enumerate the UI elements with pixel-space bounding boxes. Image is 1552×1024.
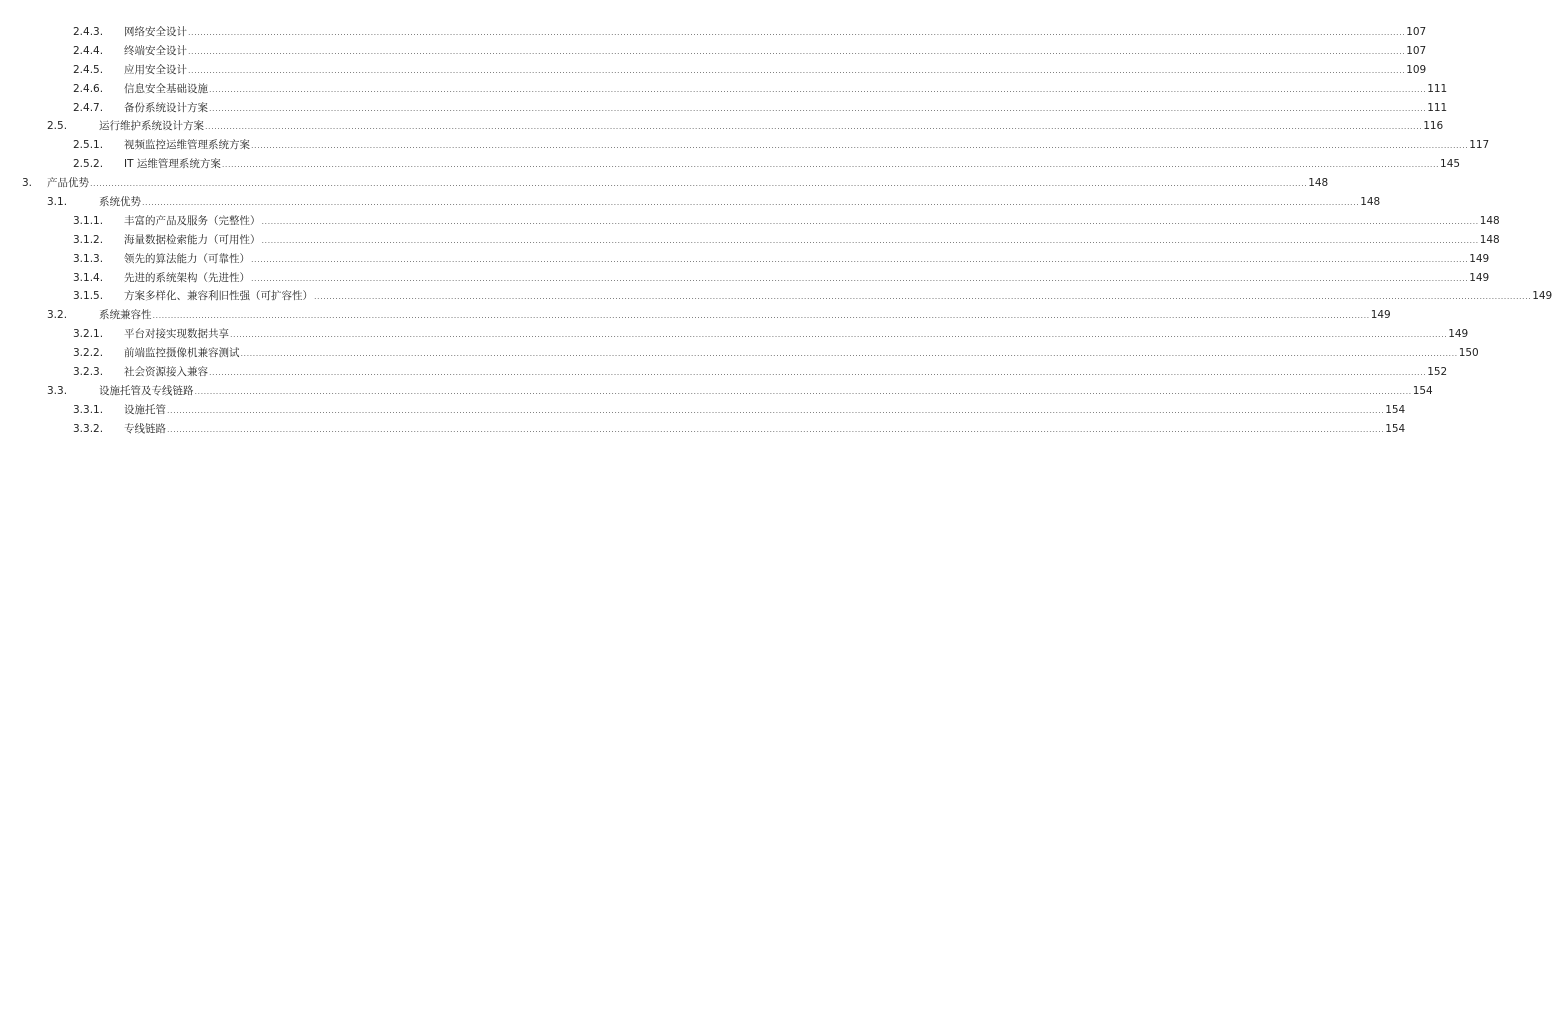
toc-entry-line bbox=[99, 117, 1444, 136]
toc-entry-line bbox=[124, 344, 1479, 363]
toc-entry-page-number: 152 bbox=[1427, 366, 1448, 379]
toc-entry-number: 3. bbox=[22, 177, 33, 190]
toc-entry-line bbox=[124, 61, 1427, 80]
toc-entry-title[interactable]: 信息安全基础设施 bbox=[124, 80, 209, 99]
toc-entry-number: 2.5.2. bbox=[73, 158, 104, 171]
toc-dot-leader: ................................................................................................................................................................................................................................................................................................................................................................................................................ bbox=[261, 216, 1479, 226]
toc-entry-line bbox=[124, 420, 1406, 439]
toc-dot-leader: ................................................................................................................................................................................................................................................................................................................................................................................................................ bbox=[209, 368, 1427, 378]
toc-entry-line bbox=[124, 80, 1448, 99]
toc-entry-title[interactable]: IT 运维管理系统方案 bbox=[124, 155, 222, 174]
toc-entry-line bbox=[124, 23, 1427, 42]
toc-entry-title[interactable]: 专线链路 bbox=[124, 420, 167, 439]
toc-entry-line bbox=[124, 231, 1500, 250]
toc-entry[interactable] bbox=[0, 99, 1448, 118]
toc-entry[interactable] bbox=[0, 174, 1329, 193]
toc-dot-leader: ................................................................................................................................................................................................................................................................................................................................................................................................................ bbox=[142, 198, 1360, 208]
toc-entry-line bbox=[124, 269, 1490, 288]
toc-entry-number: 3.3.1. bbox=[73, 403, 104, 416]
toc-entry-line bbox=[124, 42, 1427, 61]
toc-dot-leader: ................................................................................................................................................................................................................................................................................................................................................................................................................ bbox=[188, 28, 1406, 37]
toc-entry-page-number: 149 bbox=[1469, 271, 1490, 284]
toc-dot-leader: ................................................................................................................................................................................................................................................................................................................................................................................................................ bbox=[188, 65, 1406, 75]
toc-entry[interactable] bbox=[0, 306, 1391, 325]
toc-entry-title[interactable]: 产品优势 bbox=[47, 174, 90, 193]
toc-entry[interactable] bbox=[0, 212, 1500, 231]
toc-entry[interactable] bbox=[0, 382, 1433, 401]
toc-entry-number: 3.2.2. bbox=[73, 347, 104, 360]
toc-entry-title[interactable]: 备份系统设计方案 bbox=[124, 99, 209, 118]
toc-entry-page-number: 148 bbox=[1360, 196, 1381, 209]
toc-entry-page-number: 148 bbox=[1479, 233, 1500, 246]
toc-entry-title[interactable]: 海量数据检索能力（可用性） bbox=[124, 231, 262, 250]
toc-entry-page-number: 149 bbox=[1448, 328, 1469, 341]
toc-dot-leader: ................................................................................................................................................................................................................................................................................................................................................................................................................ bbox=[167, 405, 1385, 415]
toc-entry-title[interactable]: 平台对接实现数据共享 bbox=[124, 325, 230, 344]
toc-entry-number: 3.3.2. bbox=[73, 422, 104, 435]
toc-entry-number: 2.5. bbox=[47, 120, 68, 133]
toc-entry-page-number: 154 bbox=[1385, 403, 1406, 416]
toc-dot-leader: ................................................................................................................................................................................................................................................................................................................................................................................................................ bbox=[251, 141, 1469, 151]
toc-dot-leader: ................................................................................................................................................................................................................................................................................................................................................................................................................ bbox=[240, 349, 1458, 359]
toc-entry[interactable] bbox=[0, 344, 1479, 363]
toc-entry-line bbox=[124, 136, 1490, 155]
toc-entry-number: 2.5.1. bbox=[73, 139, 104, 152]
toc-entry-title[interactable]: 方案多样化、兼容利旧性强（可扩容性） bbox=[124, 287, 314, 306]
toc-dot-leader: ................................................................................................................................................................................................................................................................................................................................................................................................................ bbox=[209, 103, 1427, 113]
toc-entry-number: 2.4.5. bbox=[73, 63, 104, 76]
toc-entry-title[interactable]: 系统优势 bbox=[99, 193, 142, 212]
toc-entry-title[interactable]: 终端安全设计 bbox=[124, 42, 188, 61]
toc-entry-line bbox=[99, 382, 1433, 401]
toc-entry-title[interactable]: 网络安全设计 bbox=[124, 23, 188, 42]
toc-entry-number: 2.4.4. bbox=[73, 44, 104, 57]
toc-entry[interactable] bbox=[0, 420, 1406, 439]
toc-dot-leader: ................................................................................................................................................................................................................................................................................................................................................................................................................ bbox=[205, 122, 1423, 132]
toc-entry-number: 3.1. bbox=[47, 196, 68, 209]
toc-entry[interactable] bbox=[0, 61, 1427, 80]
toc-entry-number: 2.4.6. bbox=[73, 82, 104, 95]
toc-dot-leader: ................................................................................................................................................................................................................................................................................................................................................................................................................ bbox=[209, 84, 1427, 94]
toc-entry[interactable] bbox=[0, 136, 1490, 155]
toc-entry-number: 2.4.3. bbox=[73, 26, 104, 38]
toc-entry-page-number: 145 bbox=[1440, 158, 1461, 171]
toc-entry-page-number: 111 bbox=[1427, 101, 1448, 114]
toc-dot-leader: ................................................................................................................................................................................................................................................................................................................................................................................................................ bbox=[194, 386, 1412, 396]
toc-entry-title[interactable]: 应用安全设计 bbox=[124, 61, 188, 80]
toc-entry-title[interactable]: 设施托管及专线链路 bbox=[99, 382, 195, 401]
toc-entry-title[interactable]: 视频监控运维管理系统方案 bbox=[124, 136, 251, 155]
toc-entry-page-number: 149 bbox=[1532, 290, 1552, 303]
toc-entry-page-number: 150 bbox=[1458, 347, 1479, 360]
toc-entry-line bbox=[124, 250, 1490, 269]
toc-entry-page-number: 116 bbox=[1423, 120, 1444, 133]
toc-entry[interactable] bbox=[0, 155, 1461, 174]
toc-entry-page-number: 111 bbox=[1427, 82, 1448, 95]
toc-entry[interactable] bbox=[0, 269, 1490, 288]
toc-entry-line bbox=[124, 325, 1469, 344]
toc-entry-page-number: 107 bbox=[1406, 26, 1427, 38]
toc-entry-number: 3.1.5. bbox=[73, 290, 104, 303]
toc-dot-leader: ................................................................................................................................................................................................................................................................................................................................................................................................................ bbox=[230, 330, 1448, 340]
toc-entry-number: 3.2.3. bbox=[73, 366, 104, 379]
toc-entry-title[interactable]: 设施托管 bbox=[124, 401, 167, 420]
toc-entry-title[interactable]: 社会资源接入兼容 bbox=[124, 363, 209, 382]
toc-entry-title[interactable]: 先进的系统架构（先进性） bbox=[124, 269, 251, 288]
toc-entry[interactable] bbox=[0, 287, 1552, 306]
toc-entry[interactable] bbox=[0, 231, 1500, 250]
toc-entry-line bbox=[47, 174, 1329, 193]
toc-entry-page-number: 109 bbox=[1406, 63, 1427, 76]
toc-dot-leader: ................................................................................................................................................................................................................................................................................................................................................................................................................ bbox=[152, 311, 1370, 321]
toc-entry-page-number: 154 bbox=[1385, 422, 1406, 435]
toc-entry[interactable] bbox=[0, 250, 1490, 269]
toc-entry-page-number: 149 bbox=[1370, 309, 1391, 322]
toc-entry-line bbox=[124, 363, 1448, 382]
toc-entry-title[interactable]: 丰富的产品及服务（完整性） bbox=[124, 212, 262, 231]
toc-entry-title[interactable]: 系统兼容性 bbox=[99, 306, 153, 325]
toc-entry-page-number: 149 bbox=[1469, 252, 1490, 265]
toc-entry-line bbox=[99, 306, 1391, 325]
toc-entry[interactable] bbox=[0, 325, 1469, 344]
toc-entry-number: 3.1.3. bbox=[73, 252, 104, 265]
toc-entry[interactable] bbox=[0, 23, 1427, 42]
toc-entry[interactable] bbox=[0, 80, 1448, 99]
toc-dot-leader: ................................................................................................................................................................................................................................................................................................................................................................................................................ bbox=[251, 273, 1469, 283]
toc-entry-page-number: 154 bbox=[1412, 384, 1433, 397]
toc-entry-line bbox=[99, 193, 1381, 212]
toc-dot-leader: ................................................................................................................................................................................................................................................................................................................................................................................................................ bbox=[261, 235, 1479, 245]
toc-entry-page-number: 148 bbox=[1479, 214, 1500, 227]
toc-entry-page-number: 148 bbox=[1308, 177, 1329, 190]
toc-entry[interactable] bbox=[0, 42, 1427, 61]
toc-entry-title[interactable]: 前端监控摄像机兼容测试 bbox=[124, 344, 241, 363]
toc-dot-leader: ................................................................................................................................................................................................................................................................................................................................................................................................................ bbox=[221, 160, 1440, 170]
toc-entry-number: 3.1.1. bbox=[73, 214, 104, 227]
toc-entry-number: 3.1.2. bbox=[73, 233, 104, 246]
toc-entry-line bbox=[124, 212, 1500, 231]
toc-entry-number: 3.1.4. bbox=[73, 271, 104, 284]
toc-entry-title[interactable]: 领先的算法能力（可靠性） bbox=[124, 250, 251, 269]
toc-entry-page-number: 117 bbox=[1469, 139, 1490, 152]
toc-entry-line bbox=[124, 99, 1448, 118]
toc-dot-leader: ................................................................................................................................................................................................................................................................................................................................................................................................................ bbox=[314, 292, 1532, 302]
toc-entry-line bbox=[124, 155, 1461, 174]
toc-entry-number: 3.2. bbox=[47, 309, 68, 322]
toc-entry-title[interactable]: 运行维护系统设计方案 bbox=[99, 117, 205, 136]
toc-entry[interactable] bbox=[0, 401, 1406, 420]
toc-entry-line bbox=[124, 287, 1552, 306]
toc-entry-number: 3.3. bbox=[47, 384, 68, 397]
toc-entry[interactable] bbox=[0, 117, 1444, 136]
toc-dot-leader: ................................................................................................................................................................................................................................................................................................................................................................................................................ bbox=[90, 179, 1308, 189]
table-of-contents bbox=[0, 23, 1552, 439]
toc-entry-number: 2.4.7. bbox=[73, 101, 104, 114]
toc-dot-leader: ................................................................................................................................................................................................................................................................................................................................................................................................................ bbox=[251, 254, 1469, 264]
toc-entry-line bbox=[124, 401, 1406, 420]
toc-dot-leader: ................................................................................................................................................................................................................................................................................................................................................................................................................ bbox=[167, 424, 1385, 434]
toc-entry[interactable] bbox=[0, 363, 1448, 382]
toc-entry-page-number: 107 bbox=[1406, 44, 1427, 57]
toc-entry[interactable] bbox=[0, 193, 1381, 212]
toc-entry-number: 3.2.1. bbox=[73, 328, 104, 341]
toc-dot-leader: ................................................................................................................................................................................................................................................................................................................................................................................................................ bbox=[188, 46, 1406, 56]
